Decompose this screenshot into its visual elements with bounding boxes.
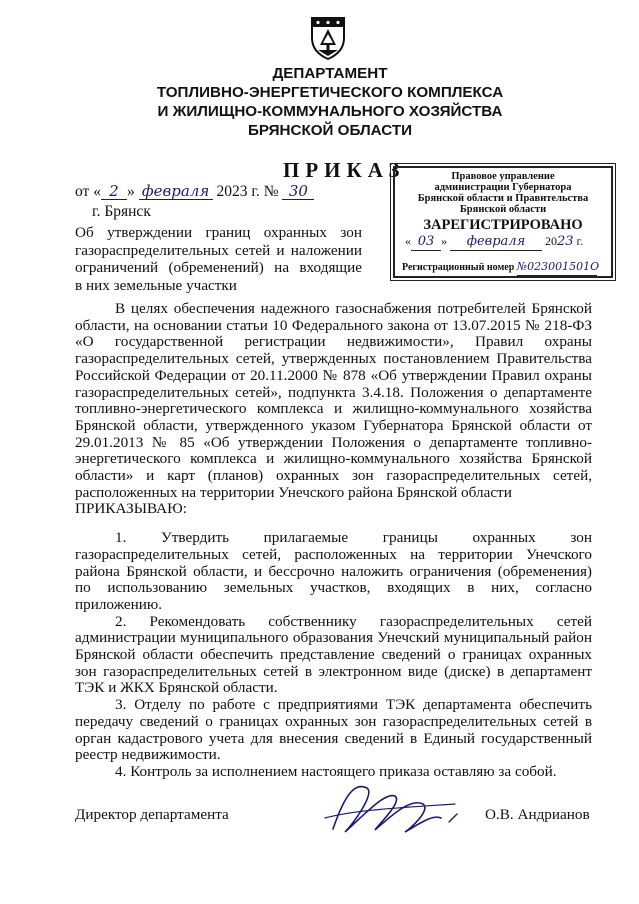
stamp-reg-value: №023001501О [517,259,597,276]
date-prefix: от « [75,183,101,200]
stamp-registered: ЗАРЕГИСТРИРОВАНО [423,217,583,233]
handwritten-signature [315,774,475,844]
order-item: 2. Рекомендовать собственнику газораспределительных сетей администрации муниципального образования Унечский муниципальный район Брянской области обеспечить представление сведений о границах охранных зон газораспределительных сетей в электронном виде (диске) в департамент ТЭК и ЖКХ Брянской области. [75,612,592,697]
order-number: 30 [282,183,314,200]
order-city: г. Брянск [92,203,151,220]
order-item: 3. Отделу по работе с предприятиями ТЭК департамента обеспечить передачу сведений о границах охранных зон газораспределительных сетей в орган кадастрового учета для внесения сведений в Единый государственный реестр недвижимости. [75,696,592,764]
stamp-date-mid: » [441,234,447,248]
subject-line: ограничений (обременений) на входящие [75,259,362,276]
order-date-line [75,183,314,201]
order-title: ПРИКАЗ [283,158,406,182]
department-header [120,64,540,140]
stamp-line: администрации Губернатора [434,182,572,193]
signatory-name: О.В. Андрианов [485,806,590,823]
stamp-day: 03 [411,234,441,251]
command-word: ПРИКАЗЫВАЮ: [75,500,187,518]
stamp-date-open: « [405,234,411,248]
header-line: ДЕПАРТАМЕНТ [272,65,388,82]
subject-line: газораспределительных сетей и наложении [75,241,362,259]
order-year: 2023 г. [216,183,260,200]
subject-line: Об утверждении границ охранных зон [75,224,362,241]
preamble: В целях обеспечения надежного газоснабжения потребителей Брянской области, на основании статьи 10 Федерального закона от 13.07.2015 № 218-ФЗ «О государственной регистрации недвижимости», Правил охраны газораспределительных сетей, утвержденных постановлением Правительства Российской Федерации от 20.11.2000 № 878 «Об утверждении Правил охраны газораспределительных сетей», подпункта 3.4.18. Положения о департаменте топливно-энергетического комплекса и жилищно-коммунального хозяйства Брянской области, утвержденного указом Губернатора Брянской области от 29.01.2013 № 85 «Об утверждении Положения о департаменте топливно-энергетического комплекса и жилищно-коммунального хозяйства Брянской области» и карт (планов) охранных зон газораспределительных сетей, расположенных на территории Унечского района Брянской области [75,300,592,501]
signatory-position: Директор департамента [75,806,229,823]
coat-of-arms-icon [306,12,350,62]
order-subject [75,224,362,294]
header-line: И ЖИЛИЩНО-КОММУНАЛЬНОГО ХОЗЯЙСТВА [157,103,503,120]
stamp-year-suffix: 23 [557,234,574,249]
stamp-reg-number [402,259,612,276]
order-day: 2 [101,183,127,200]
stamp-year-prefix: 20 [545,234,557,248]
stamp-line: Брянской области [459,204,547,215]
order-body [75,301,592,781]
registration-stamp [393,166,613,278]
header-line: БРЯНСКОЙ ОБЛАСТИ [247,122,413,139]
subject-line: в них земельные участки [75,276,237,294]
stamp-month: февраля [450,234,542,251]
number-label: № [263,183,279,200]
date-close: » [126,183,135,200]
order-item: 4. Контроль за исполнением настоящего приказа оставляю за собой. [115,762,557,780]
stamp-reg-label: Регистрационный номер [402,262,515,273]
stamp-date [405,234,610,251]
header-line: ТОПЛИВНО-ЭНЕРГЕТИЧЕСКОГО КОМПЛЕКСА [156,84,504,101]
stamp-line: Правовое управление [451,171,555,182]
order-month: февраля [139,183,213,200]
stamp-year-end: г. [576,234,584,248]
order-item: 1. Утвердить прилагаемые границы охранных зон газораспределительных сетей, расположенных на территории Унечского района Брянской области, и бессрочно наложить ограничения (обременения) по использованию земельных участков, входящих в них, согласно приложению. [75,529,592,613]
stamp-line: Брянской области и Правительства [417,193,589,204]
